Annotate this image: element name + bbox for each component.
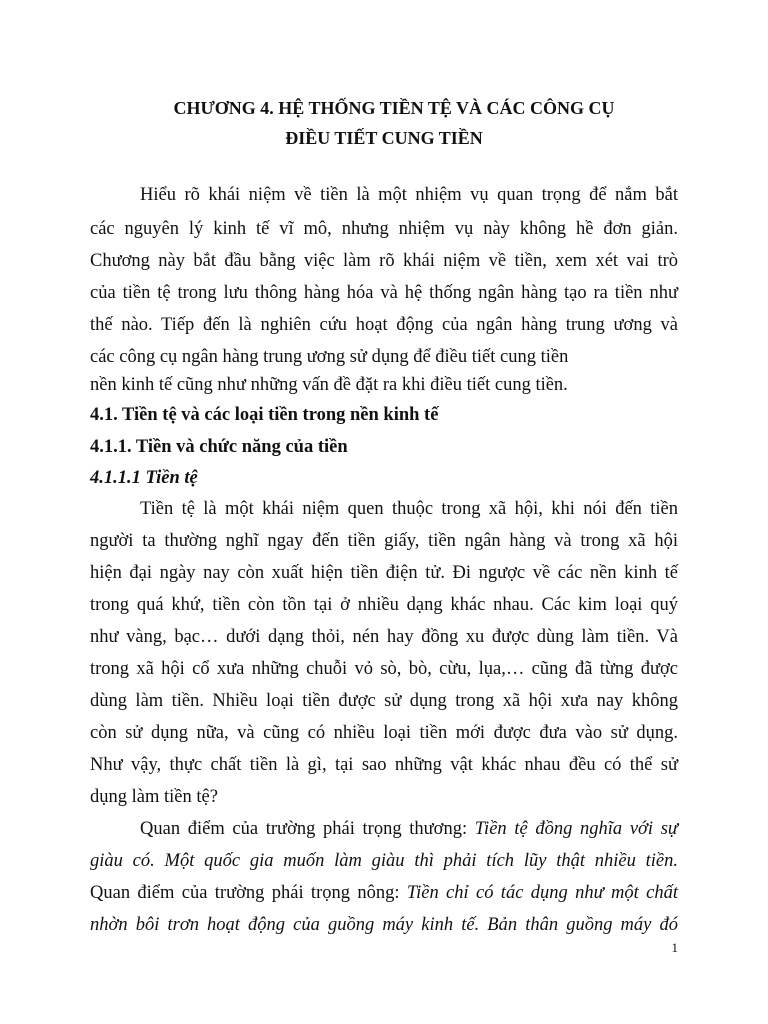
intro-line: của tiền tệ trong lưu thông hàng hóa và hệ thống ngân hàng tạo ra tiền như bbox=[90, 283, 678, 303]
intro-line: nền kinh tế cũng như những vấn đề đặt ra khi điều tiết cung tiền. bbox=[90, 375, 568, 395]
body-line: Như vậy, thực chất tiền là gì, tại sao những vật khác nhau đều có thể sử bbox=[90, 755, 678, 775]
mercantilist-view-line bbox=[140, 817, 678, 841]
physiocrat-label: Quan điểm của trường phái trọng nông: bbox=[90, 883, 407, 903]
mercantilist-quote-line: giàu có. Một quốc gia muốn làm giàu thì phải tích lũy thật nhiều tiền. bbox=[90, 851, 678, 871]
intro-line: các nguyên lý kinh tế vĩ mô, nhưng nhiệm vụ này không hề đơn giản. bbox=[90, 219, 678, 239]
body-line: trong xã hội cổ xưa những chuỗi vỏ sò, bò, cừu, lụa,… cũng đã từng được bbox=[90, 659, 678, 679]
section-heading-4-1-1: 4.1.1. Tiền và chức năng của tiền bbox=[90, 437, 348, 457]
body-line: trong quá khứ, tiền còn tồn tại ở nhiều dạng khác nhau. Các kim loại quý bbox=[90, 595, 678, 615]
body-line: Tiền tệ là một khái niệm quen thuộc trong xã hội, khi nói đến tiền bbox=[140, 499, 678, 519]
chapter-title-line-1: CHƯƠNG 4. HỆ THỐNG TIỀN TỆ VÀ CÁC CÔNG CỤ bbox=[173, 98, 615, 118]
body-line: còn sử dụng nữa, và cũng có nhiều loại tiền mới được đưa vào sử dụng. bbox=[90, 723, 678, 743]
body-line: dùng làm tiền. Nhiều loại tiền được sử dụng trong xã hội xưa nay không bbox=[90, 691, 678, 711]
physiocrat-view-line bbox=[90, 881, 678, 905]
body-line: dụng làm tiền tệ? bbox=[90, 787, 218, 807]
intro-line: các công cụ ngân hàng trung ương sử dụng để điều tiết cung tiền bbox=[90, 347, 569, 367]
intro-line: Hiểu rõ khái niệm về tiền là một nhiệm vụ quan trọng để nắm bắt bbox=[140, 185, 678, 205]
physiocrat-quote: Tiền chỉ có tác dụng như một chất bbox=[406, 883, 678, 903]
body-line: như vàng, bạc… dưới dạng thỏi, nén hay đồng xu được dùng làm tiền. Và bbox=[90, 627, 678, 647]
page-number: 1 bbox=[671, 940, 678, 955]
body-line: người ta thường nghĩ ngay đến tiền giấy, tiền ngân hàng và trong xã hội bbox=[90, 531, 678, 551]
mercantilist-label: Quan điểm của trường phái trọng thương: bbox=[140, 819, 475, 839]
mercantilist-quote: Tiền tệ đồng nghĩa với sự bbox=[474, 819, 679, 839]
chapter-title-line-2: ĐIỀU TIẾT CUNG TIỀN bbox=[285, 128, 483, 148]
body-line: hiện đại ngày nay còn xuất hiện tiền điện tử. Đi ngược về các nền kinh tế bbox=[90, 563, 678, 583]
section-heading-4-1: 4.1. Tiền tệ và các loại tiền trong nền kinh tế bbox=[90, 405, 439, 425]
intro-line: Chương này bắt đầu bằng việc làm rõ khái niệm về tiền, xem xét vai trò bbox=[90, 251, 678, 271]
intro-line: thế nào. Tiếp đến là nghiên cứu hoạt động của ngân hàng trung ương và bbox=[90, 315, 678, 335]
physiocrat-quote-line: nhờn bôi trơn hoạt động của guồng máy kinh tế. Bản thân guồng máy đó bbox=[90, 915, 678, 935]
section-heading-4-1-1-1: 4.1.1.1 Tiền tệ bbox=[90, 468, 198, 488]
